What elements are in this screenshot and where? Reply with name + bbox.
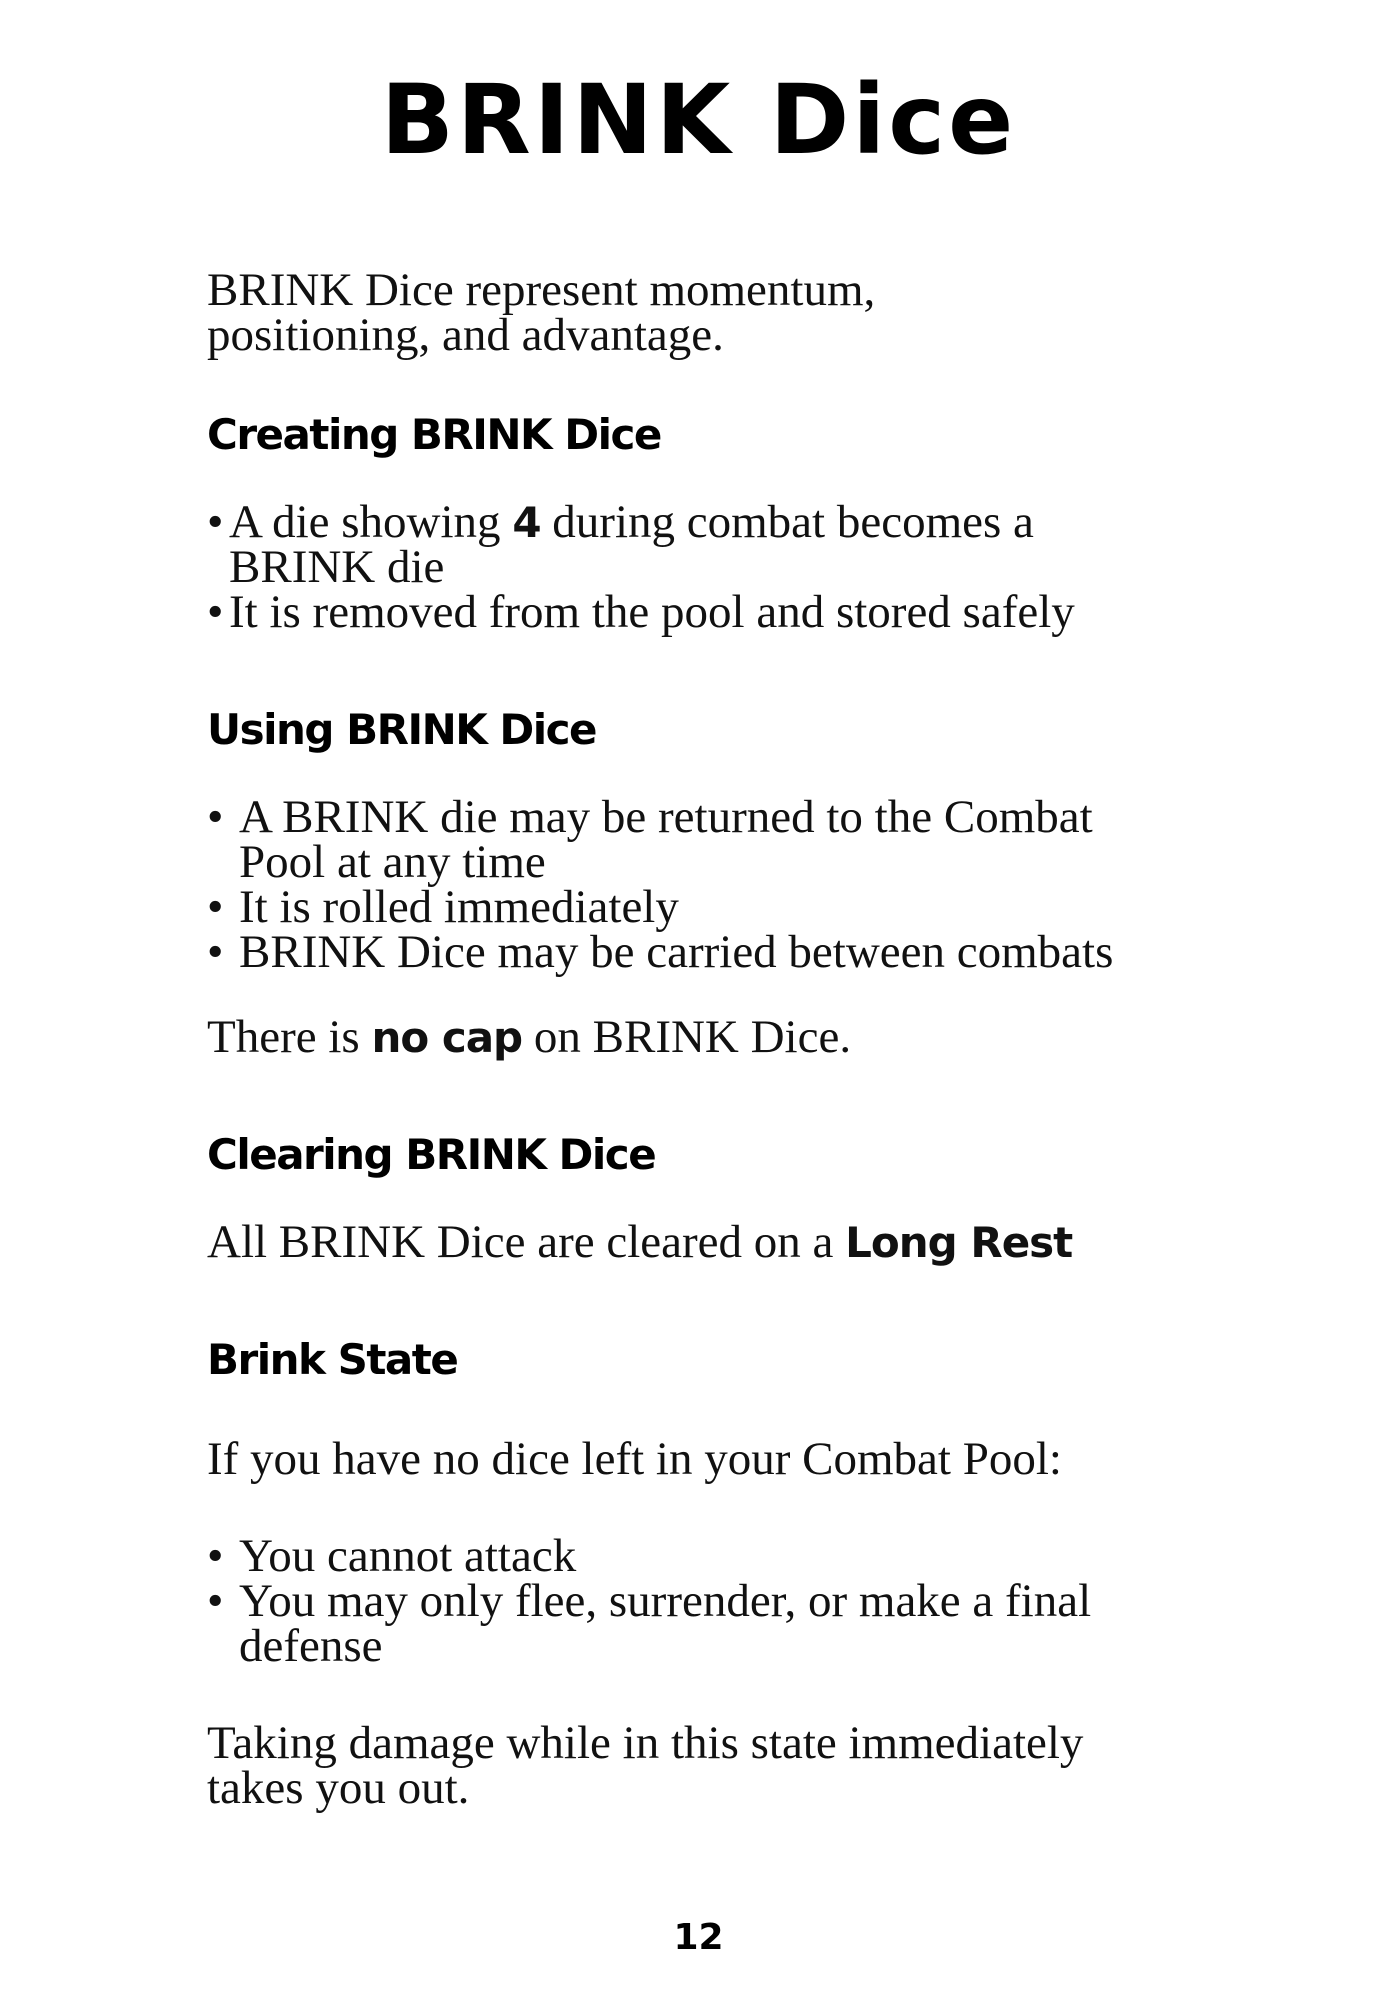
intro-paragraph: BRINK Dice represent momentum, positioning, and advantage. <box>207 264 876 361</box>
page-title: BRINK Dice <box>380 64 1017 176</box>
list-item: • It is rolled immediately <box>207 885 1217 930</box>
list-item: • A die showing 4 during combat becomes a BRINK die <box>207 500 1129 590</box>
heading-creating: Creating BRINK Dice <box>207 410 661 459</box>
page-content <box>207 264 1217 1814</box>
cap-paragraph: There is no cap on BRINK Dice. <box>207 1011 852 1063</box>
list-item: • A BRINK die may be returned to the Combat Pool at any time <box>207 795 1179 885</box>
heading-brink-state: Brink State <box>207 1335 458 1384</box>
list-item: • It is removed from the pool and stored safely <box>207 590 1217 635</box>
creating-list <box>207 496 1217 638</box>
heading-using: Using BRINK Dice <box>207 705 597 754</box>
list-item: • You may only flee, surrender, or make a final defense <box>207 1579 1199 1669</box>
bold-number: 4 <box>512 498 541 547</box>
clearing-paragraph: All BRINK Dice are cleared on a Long Rest <box>207 1216 1073 1268</box>
bold-no-cap: no cap <box>371 1013 523 1062</box>
using-list <box>207 791 1217 978</box>
bold-long-rest: Long Rest <box>845 1218 1073 1267</box>
list-item: • You cannot attack <box>207 1534 1217 1579</box>
brink-state-intro: If you have no dice left in your Combat Pool: <box>207 1433 1062 1485</box>
brink-state-list <box>207 1530 1217 1672</box>
list-item: • BRINK Dice may be carried between combats <box>207 930 1217 975</box>
heading-clearing: Clearing BRINK Dice <box>207 1130 656 1179</box>
closing-paragraph: Taking damage while in this state immediately takes you out. <box>207 1717 1084 1814</box>
page-number: 12 <box>673 1917 724 1958</box>
